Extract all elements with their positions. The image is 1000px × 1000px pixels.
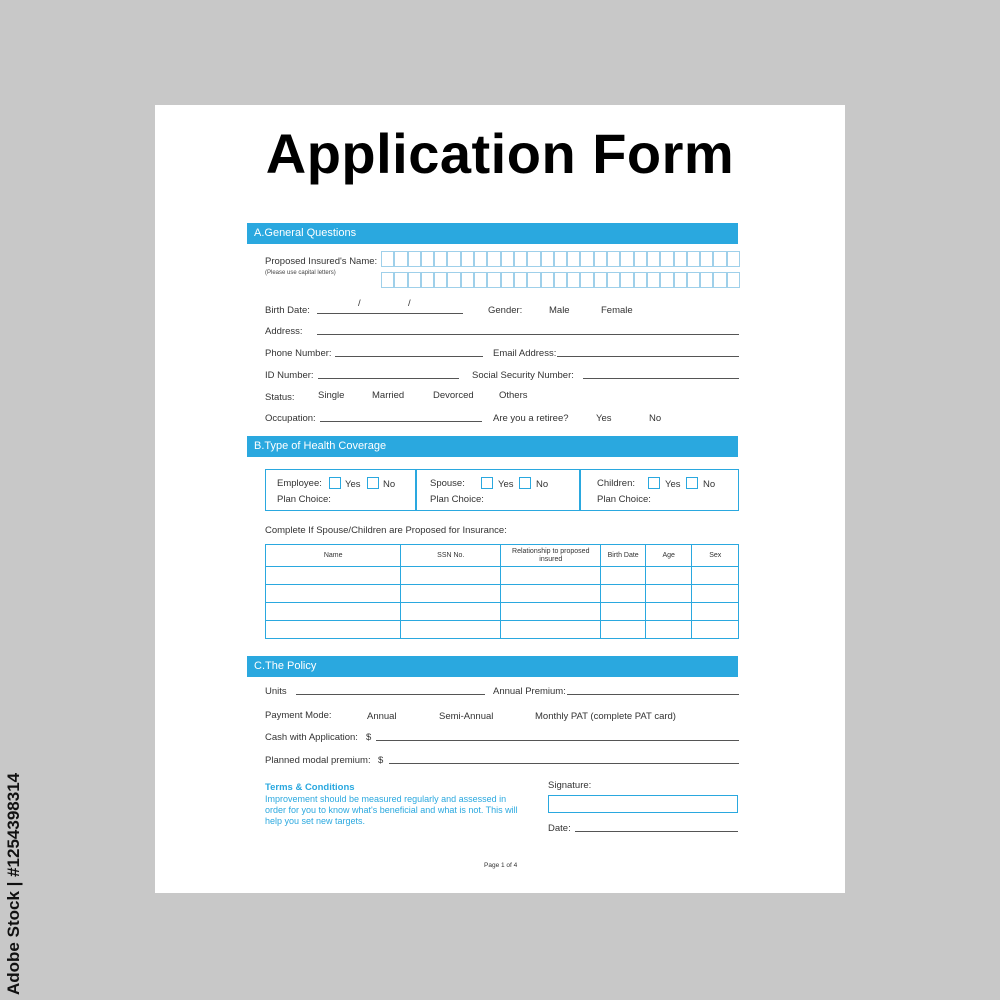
col-birth-date-header: Birth Date	[601, 545, 646, 567]
employee-plan-label: Plan Choice:	[277, 494, 331, 505]
letter-cell[interactable]	[620, 251, 633, 267]
letter-cell[interactable]	[687, 272, 700, 288]
children-plan-label: Plan Choice:	[597, 494, 651, 505]
letter-cell[interactable]	[554, 251, 567, 267]
retiree-yes-option[interactable]: Yes	[596, 413, 612, 424]
letter-cell[interactable]	[421, 272, 434, 288]
spouse-no-checkbox[interactable]	[519, 477, 531, 489]
letter-cell[interactable]	[541, 272, 554, 288]
planned-currency: $	[378, 755, 384, 766]
employee-yes-checkbox[interactable]	[329, 477, 341, 489]
letter-cell[interactable]	[527, 272, 540, 288]
letter-cell[interactable]	[674, 251, 687, 267]
page-title: Application Form	[265, 122, 735, 185]
letter-cell[interactable]	[514, 251, 527, 267]
terms-title: Terms & Conditions	[265, 782, 355, 793]
units-field[interactable]	[296, 694, 485, 695]
col-sex-header: Sex	[692, 545, 739, 567]
letter-cell[interactable]	[647, 251, 660, 267]
terms-body: Improvement should be measured regularly and assessed in order for you to know what's beneficial and what is not. This will help you set new targets.	[265, 794, 518, 826]
email-label: Email Address:	[493, 348, 557, 359]
letter-cell[interactable]	[527, 251, 540, 267]
address-field[interactable]	[317, 334, 739, 335]
cash-currency: $	[366, 732, 372, 743]
letter-cell[interactable]	[381, 272, 394, 288]
birth-date-label: Birth Date:	[265, 305, 310, 316]
id-field[interactable]	[318, 378, 459, 379]
status-label: Status:	[265, 392, 295, 403]
letter-cell[interactable]	[487, 251, 500, 267]
letter-cell[interactable]	[394, 251, 407, 267]
letter-cell[interactable]	[474, 272, 487, 288]
letter-cell[interactable]	[421, 251, 434, 267]
section-a-header: A.General Questions	[247, 223, 738, 244]
date-label: Date:	[548, 823, 571, 834]
date-field[interactable]	[575, 831, 738, 832]
stock-watermark: Adobe Stock | #1254398314	[4, 772, 23, 995]
insured-name-row-1[interactable]	[381, 251, 740, 267]
children-no-label: No	[703, 479, 716, 490]
address-label: Address:	[265, 326, 303, 337]
dependents-table	[265, 544, 739, 639]
letter-cell[interactable]	[660, 272, 673, 288]
table-row[interactable]	[266, 585, 739, 603]
section-c-header: C.The Policy	[247, 656, 738, 677]
status-married-option[interactable]: Married	[372, 390, 405, 401]
letter-cell[interactable]	[474, 251, 487, 267]
letter-cell[interactable]	[554, 272, 567, 288]
letter-cell[interactable]	[607, 251, 620, 267]
letter-cell[interactable]	[634, 251, 647, 267]
letter-cell[interactable]	[501, 251, 514, 267]
payment-annual-option[interactable]: Annual	[367, 711, 397, 722]
letter-cell[interactable]	[700, 272, 713, 288]
employee-label: Employee:	[277, 478, 322, 489]
letter-cell[interactable]	[620, 272, 633, 288]
letter-cell[interactable]	[647, 272, 660, 288]
letter-cell[interactable]	[567, 251, 580, 267]
table-header-row	[266, 545, 739, 567]
annual-premium-field[interactable]	[567, 694, 739, 695]
phone-label: Phone Number:	[265, 348, 332, 359]
signature-field[interactable]	[548, 795, 738, 813]
occupation-field[interactable]	[320, 421, 482, 422]
signature-label: Signature:	[548, 780, 592, 791]
status-single-option[interactable]: Single	[318, 390, 345, 401]
letter-cell[interactable]	[408, 272, 421, 288]
page-indicator: Page 1 of 4	[484, 862, 518, 869]
status-others-option[interactable]: Others	[499, 390, 528, 401]
letter-cell[interactable]	[727, 251, 740, 267]
letter-cell[interactable]	[727, 272, 740, 288]
annual-premium-label: Annual Premium:	[493, 686, 566, 697]
date-separator-1: /	[358, 298, 361, 309]
spouse-yes-label: Yes	[498, 479, 514, 490]
letter-cell[interactable]	[634, 272, 647, 288]
cash-label: Cash with Application:	[265, 732, 358, 743]
employee-no-checkbox[interactable]	[367, 477, 379, 489]
table-row[interactable]	[266, 567, 739, 585]
letter-cell[interactable]	[447, 272, 460, 288]
col-name-header: Name	[266, 545, 401, 567]
letter-cell[interactable]	[700, 251, 713, 267]
ssn-label: Social Security Number:	[472, 370, 574, 381]
spouse-yes-checkbox[interactable]	[481, 477, 493, 489]
employee-no-label: No	[383, 479, 396, 490]
letter-cell[interactable]	[594, 251, 607, 267]
insured-name-row-2[interactable]	[381, 272, 740, 288]
letter-cell[interactable]	[381, 251, 394, 267]
gender-male-option[interactable]: Male	[549, 305, 570, 316]
children-yes-checkbox[interactable]	[648, 477, 660, 489]
status-divorced-option[interactable]: Devorced	[433, 390, 474, 401]
planned-premium-field[interactable]	[389, 763, 739, 764]
retiree-label: Are you a retiree?	[493, 413, 569, 424]
letter-cell[interactable]	[541, 251, 554, 267]
table-row[interactable]	[266, 603, 739, 621]
letter-cell[interactable]	[434, 272, 447, 288]
letter-cell[interactable]	[447, 251, 460, 267]
letter-cell[interactable]	[674, 272, 687, 288]
children-yes-label: Yes	[665, 479, 681, 490]
letter-cell[interactable]	[607, 272, 620, 288]
spouse-plan-label: Plan Choice:	[430, 494, 484, 505]
complete-note: Complete If Spouse/Children are Proposed for Insurance:	[265, 525, 507, 536]
table-row[interactable]	[266, 621, 739, 639]
insured-name-label: Proposed Insured's Name:	[265, 256, 378, 267]
letter-cell[interactable]	[461, 272, 474, 288]
id-label: ID Number:	[265, 370, 314, 381]
letter-cell[interactable]	[594, 272, 607, 288]
form-sheet	[155, 105, 845, 893]
col-relationship-header: Relationship to proposed insured	[501, 545, 601, 567]
letter-cell[interactable]	[434, 251, 447, 267]
letter-cell[interactable]	[408, 251, 421, 267]
insured-name-hint: (Please use capital letters)	[265, 270, 336, 276]
letter-cell[interactable]	[514, 272, 527, 288]
phone-field[interactable]	[335, 356, 483, 357]
employee-yes-label: Yes	[345, 479, 361, 490]
birth-date-field[interactable]	[317, 313, 463, 314]
col-ssn-header: SSN No.	[401, 545, 501, 567]
letter-cell[interactable]	[567, 272, 580, 288]
col-age-header: Age	[645, 545, 692, 567]
cash-field[interactable]	[376, 740, 739, 741]
spouse-label: Spouse:	[430, 478, 465, 489]
letter-cell[interactable]	[687, 251, 700, 267]
letter-cell[interactable]	[660, 251, 673, 267]
letter-cell[interactable]	[713, 272, 726, 288]
retiree-no-option[interactable]: No	[649, 413, 662, 424]
children-label: Children:	[597, 478, 636, 489]
letter-cell[interactable]	[580, 251, 593, 267]
email-field[interactable]	[557, 356, 739, 357]
section-b-header: B.Type of Health Coverage	[247, 436, 738, 457]
payment-mode-label: Payment Mode:	[265, 710, 332, 721]
payment-monthly-option[interactable]: Monthly PAT (complete PAT card)	[535, 711, 676, 722]
letter-cell[interactable]	[461, 251, 474, 267]
letter-cell[interactable]	[394, 272, 407, 288]
payment-semiannual-option[interactable]: Semi-Annual	[439, 711, 494, 722]
letter-cell[interactable]	[580, 272, 593, 288]
gender-female-option[interactable]: Female	[601, 305, 633, 316]
planned-premium-label: Planned modal premium:	[265, 755, 371, 766]
spouse-no-label: No	[536, 479, 549, 490]
gender-label: Gender:	[488, 305, 523, 316]
occupation-label: Occupation:	[265, 413, 316, 424]
units-label: Units	[265, 686, 287, 697]
ssn-field[interactable]	[583, 378, 739, 379]
letter-cell[interactable]	[487, 272, 500, 288]
letter-cell[interactable]	[713, 251, 726, 267]
date-separator-2: /	[408, 298, 411, 309]
letter-cell[interactable]	[501, 272, 514, 288]
children-no-checkbox[interactable]	[686, 477, 698, 489]
